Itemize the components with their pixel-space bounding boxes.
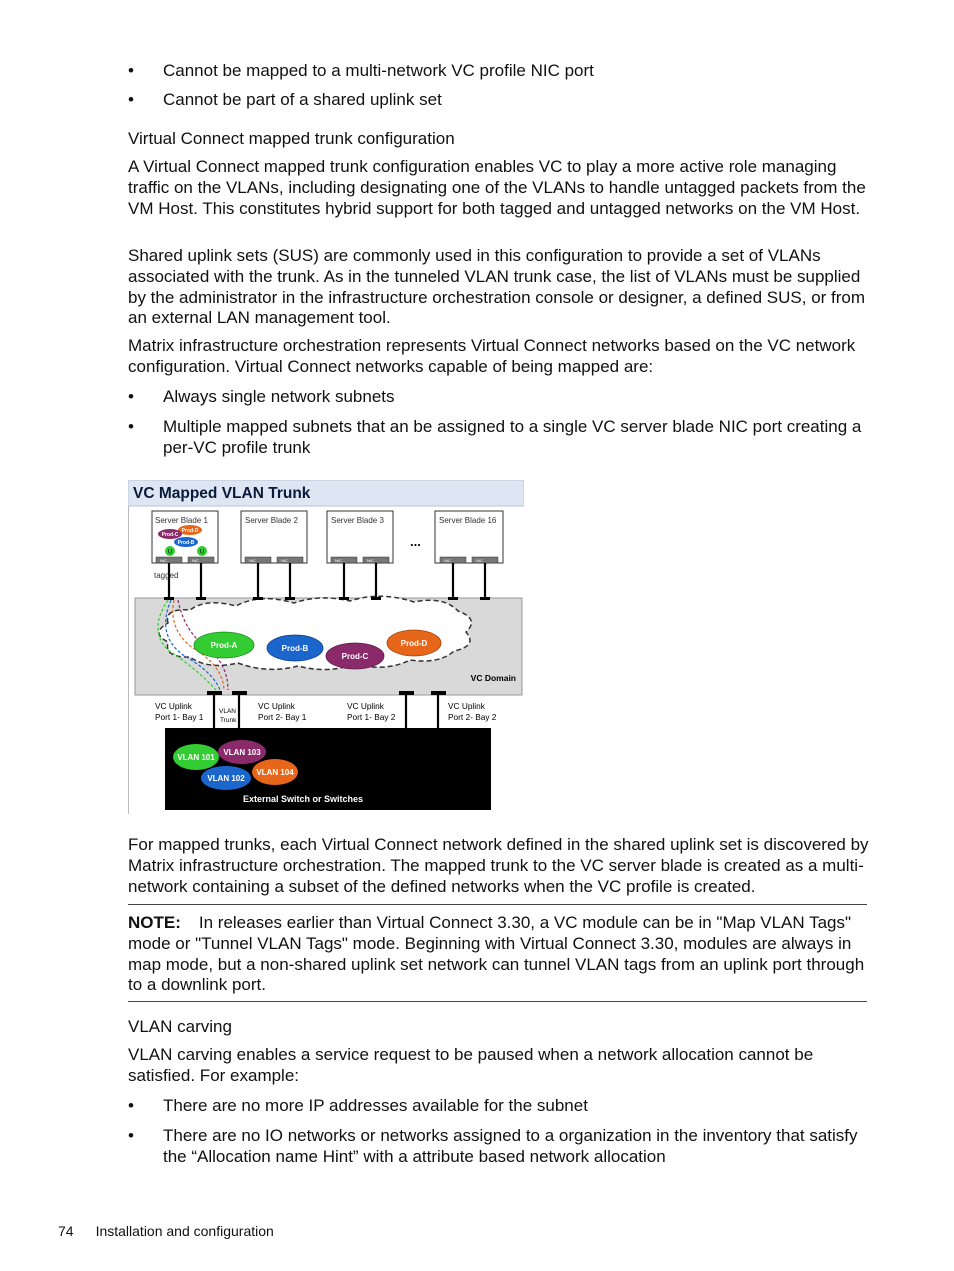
vlan-label: VLAN 104 — [256, 768, 294, 777]
cloud-label: Prod-A — [210, 641, 238, 650]
vlan-label: VLAN 101 — [177, 753, 215, 762]
bullet-text: There are no more IP addresses available for the subnet — [163, 1096, 588, 1115]
blade-ellipsis: ... — [410, 534, 421, 549]
bullet-item — [128, 387, 870, 408]
uplink-label-line2: Port 2- Bay 1 — [258, 712, 307, 722]
footer-section-title: Installation and configuration — [95, 1223, 274, 1239]
vlan-103-cloud — [218, 740, 266, 764]
bullet-text: Cannot be mapped to a multi-network VC profile NIC port — [163, 61, 594, 80]
bullet-item — [128, 61, 870, 82]
uplink-label-line2: Port 2- Bay 2 — [448, 712, 497, 722]
uplink-label-line2: Port 1- Bay 2 — [347, 712, 396, 722]
cloud-prod-d — [387, 630, 441, 656]
nic-port-label: NIC — [476, 558, 483, 563]
cloud-label: Prod-C — [341, 652, 369, 661]
uplink-label-line1: VC Uplink — [258, 701, 295, 711]
uplink-label-line1: VC Uplink — [155, 701, 192, 711]
vlan-trunk-label-line2: Trunk — [220, 717, 237, 724]
untagged-marker-label: U — [199, 549, 205, 556]
external-switch-label: External Switch or Switches — [243, 794, 364, 804]
server-blade-16 — [435, 511, 503, 563]
note-label: NOTE: — [128, 913, 181, 932]
vc-domain-label: VC Domain — [470, 673, 516, 683]
vlan-102-cloud — [201, 766, 251, 790]
server-blade-2 — [241, 511, 307, 563]
paragraph: A Virtual Connect mapped trunk configuration enables VC to play a more active role managing traffic on the VLANs, including designating one of the VLANs to handle untagged packets from the VM Host. This constitutes hybrid support for both tagged and untagged networks on the VM Host. — [128, 157, 866, 218]
figure-title: VC Mapped VLAN Trunk — [133, 485, 311, 502]
uplink-lines — [214, 695, 438, 730]
tagged-label: tagged — [154, 571, 179, 580]
vc-mapped-vlan-trunk-diagram — [128, 480, 524, 814]
vlan-101-cloud — [173, 744, 219, 770]
server-blade-label: Server Blade 1 — [155, 516, 208, 525]
bullet-text: Multiple mapped subnets that an be assigned to a single VC server blade NIC port creating a per-VC profile trunk — [163, 417, 862, 457]
bullet-text: Cannot be part of a shared uplink set — [163, 90, 442, 109]
paragraph: For mapped trunks, each Virtual Connect network defined in the shared uplink set is discovered by Matrix infrastructure orchestration. The mapped trunk to the VC server blade is created as a multi-network containing a subset of the defined networks when the VC profile is created. — [128, 835, 869, 896]
nic-port-label: NIC — [249, 558, 256, 563]
bullet-dot: • — [128, 90, 134, 109]
uplink-label-line2: Port 1- Bay 1 — [155, 712, 204, 722]
nic-port-label: NIC — [281, 558, 288, 563]
nic-port-label: NIC — [160, 558, 167, 563]
cloud-label: Prod-D — [400, 639, 428, 648]
cloud-prod-b — [267, 635, 323, 661]
bullet-item — [128, 417, 870, 459]
vlan-trunk-label-line1: VLAN — [219, 708, 236, 715]
mini-cloud-label: Prod-C — [161, 532, 179, 538]
bullet-dot: • — [128, 417, 134, 436]
section-heading: Virtual Connect mapped trunk configuration — [128, 129, 455, 148]
bullet-text: Always single network subnets — [163, 387, 395, 406]
server-blade-label: Server Blade 2 — [245, 516, 298, 525]
cloud-label: Prod-B — [281, 644, 309, 653]
page-number: 74 — [58, 1223, 74, 1239]
paragraph: VLAN carving enables a service request to be paused when a network allocation cannot be satisfied. For example: — [128, 1045, 814, 1085]
bullet-dot: • — [128, 1096, 134, 1115]
bullet-item — [128, 1126, 870, 1168]
page-footer — [58, 1222, 274, 1240]
mini-cloud-label: Prod-D — [181, 528, 199, 534]
server-blade-label: Server Blade 16 — [439, 516, 497, 525]
note-bottom-rule — [128, 1001, 867, 1002]
bullet-dot: • — [128, 61, 134, 80]
nic-port-label: NIC — [367, 558, 374, 563]
uplink-label-line1: VC Uplink — [448, 701, 485, 711]
server-blade-label: Server Blade 3 — [331, 516, 384, 525]
vlan-104-cloud — [252, 759, 298, 785]
bullet-item — [128, 1096, 870, 1117]
note-top-rule — [128, 904, 867, 905]
vlan-label: VLAN 102 — [207, 774, 245, 783]
cloud-prod-c — [326, 643, 384, 669]
untagged-marker-label: U — [167, 549, 173, 556]
nic-port-label: NIC — [444, 558, 451, 563]
cloud-prod-a — [194, 632, 254, 658]
downlink-lines — [169, 563, 485, 600]
mini-cloud-label: Prod-B — [177, 540, 195, 546]
note-text: In releases earlier than Virtual Connect 3.30, a VC module can be in "Map VLAN Tags" mode or "Tunnel VLAN Tags" mode. Beginning with Virtual Connect 3.30, modules are always in map mode, but a non-shared uplink set network can tunnel VLAN tags from an uplink port through to a downlink port. — [128, 913, 865, 995]
uplink-label-line1: VC Uplink — [347, 701, 384, 711]
paragraph: Matrix infrastructure orchestration represents Virtual Connect networks based on the VC network configuration. Virtual Connect networks capable of being mapped are: — [128, 336, 856, 376]
bullet-item — [128, 90, 870, 111]
bullet-text: There are no IO networks or networks assigned to a organization in the inventory that satisfy the “Allocation name Hint” with a attribute based network allocation — [163, 1126, 858, 1166]
note — [128, 913, 870, 996]
paragraph: Shared uplink sets (SUS) are commonly used in this configuration to provide a set of VLANs associated with the trunk. As in the tunneled VLAN trunk case, the list of VLANs must be supplied by the administrator in the infrastructure orchestration console or designer, a defined SUS, or from an external LAN management tool. — [128, 246, 866, 328]
nic-port-label: NIC — [335, 558, 342, 563]
bullet-dot: • — [128, 387, 134, 406]
vlan-label: VLAN 103 — [223, 748, 261, 757]
bullet-dot: • — [128, 1126, 134, 1145]
section-heading: VLAN carving — [128, 1017, 232, 1036]
nic-port-label: NIC — [192, 558, 199, 563]
server-blade-3 — [327, 511, 393, 563]
